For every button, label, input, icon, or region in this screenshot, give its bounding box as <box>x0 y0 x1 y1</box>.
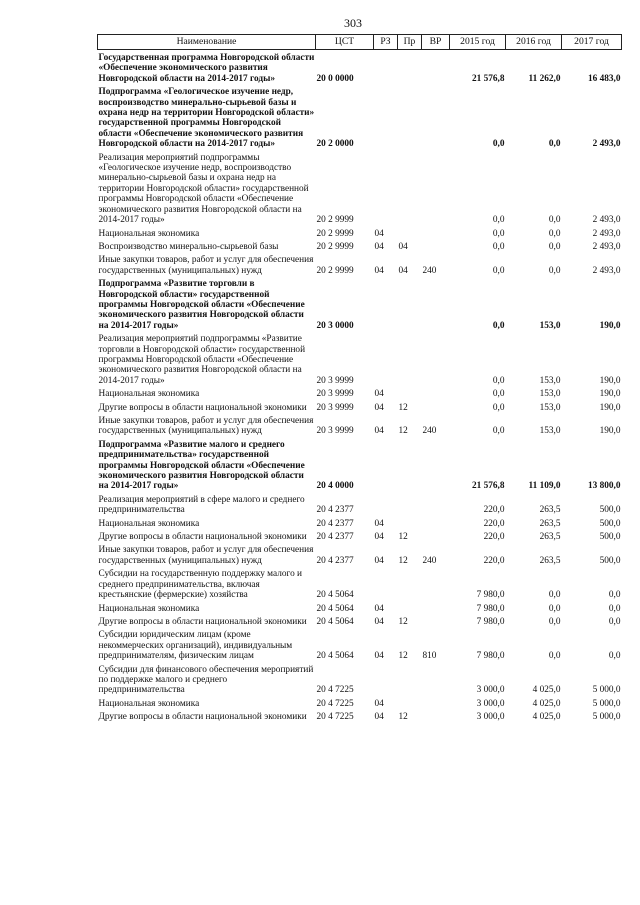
header-vr: ВР <box>422 35 450 50</box>
row-cst: 20 4 7225 <box>316 698 354 709</box>
row-rz: 04 <box>374 228 384 239</box>
row-value-2017: 0,0 <box>608 603 621 614</box>
table-row <box>98 614 622 627</box>
row-value-2016: 263,5 <box>539 555 561 566</box>
row-rz <box>374 437 398 492</box>
table-row <box>98 276 622 331</box>
row-name: Реализация мероприятий в сфере малого и среднего предпринимательства <box>98 494 305 516</box>
table-row <box>98 239 622 252</box>
row-pr <box>398 566 422 600</box>
row-value-2017: 5 000,0 <box>592 698 621 709</box>
row-rz <box>374 566 398 600</box>
row-rz: 04 <box>374 426 384 437</box>
row-vr <box>422 239 450 252</box>
row-value-2015: 0,0 <box>492 139 505 150</box>
row-rz: 04 <box>374 402 384 413</box>
row-cst: 20 4 5064 <box>316 616 354 627</box>
row-vr <box>422 709 450 722</box>
row-name: Иные закупки товаров, работ и услуг для обеспечения государственных (муниципальных) нужд <box>98 545 314 566</box>
row-name: Субсидии для финансового обеспечения мероприятий по поддержке малого и среднего предпринимательства <box>98 664 314 696</box>
table-row <box>98 400 622 413</box>
table-row <box>98 516 622 529</box>
table-row <box>98 566 622 600</box>
table-row <box>98 150 622 226</box>
row-vr <box>422 601 450 614</box>
row-value-2016: 4 025,0 <box>532 698 561 709</box>
row-cst: 20 3 9999 <box>316 402 354 413</box>
row-rz: 04 <box>374 616 384 627</box>
row-name: Государственная программа Новгородской области «Обеспечение экономического развития Новгородской области на 2014-2017 годы» <box>98 53 315 84</box>
row-vr <box>422 226 450 239</box>
row-value-2016: 0,0 <box>548 603 561 614</box>
row-cst: 20 4 7225 <box>316 712 354 723</box>
row-rz: 04 <box>374 241 384 252</box>
row-pr <box>398 437 422 492</box>
row-pr: 12 <box>398 402 408 413</box>
row-vr <box>422 516 450 529</box>
row-name: Другие вопросы в области национальной экономики <box>98 616 307 627</box>
row-vr <box>422 84 450 149</box>
table-row <box>98 226 622 239</box>
row-pr <box>398 150 422 226</box>
table-row <box>98 492 622 516</box>
row-name: Подпрограмма «Развитие малого и среднего предпринимательства» государственной программы Новгородской области «Обеспечение экономического развития Новгородской области на 2014-2017 годы» <box>98 439 305 492</box>
row-name: Иные закупки товаров, работ и услуг для обеспечения государственных (муниципальных) нужд <box>98 416 314 437</box>
row-cst: 20 4 0000 <box>316 481 354 492</box>
row-value-2016: 0,0 <box>548 616 561 627</box>
row-rz <box>374 276 398 331</box>
row-cst: 20 3 0000 <box>316 320 354 331</box>
row-cst: 20 4 2377 <box>316 532 354 543</box>
row-pr: 12 <box>398 532 408 543</box>
row-value-2016: 11 109,0 <box>528 481 561 492</box>
table-row <box>98 542 622 566</box>
row-value-2015: 7 980,0 <box>476 616 505 627</box>
row-cst: 20 4 2377 <box>316 505 354 516</box>
row-value-2015: 7 980,0 <box>476 651 505 662</box>
row-cst: 20 2 0000 <box>316 139 354 150</box>
row-value-2017: 5 000,0 <box>592 685 621 696</box>
table-row <box>98 413 622 437</box>
row-value-2016: 153,0 <box>539 320 561 331</box>
row-value-2015: 3 000,0 <box>476 685 505 696</box>
row-value-2016: 0,0 <box>548 590 561 601</box>
header-cst: ЦСТ <box>316 35 374 50</box>
row-value-2015: 220,0 <box>483 505 505 516</box>
row-value-2016: 263,5 <box>539 518 561 529</box>
row-name: Реализация мероприятий подпрограммы «Развитие торговли в Новгородской области» государственной программы Новгородской области «Обеспечение экономического развития Новгородской области на 2014-2017 годы» <box>98 334 306 386</box>
row-vr <box>422 331 450 386</box>
row-cst: 20 4 5064 <box>316 651 354 662</box>
row-rz <box>374 50 398 85</box>
row-vr <box>422 437 450 492</box>
row-rz: 04 <box>374 603 384 614</box>
header-2015: 2015 год <box>450 35 506 50</box>
row-value-2015: 0,0 <box>492 228 505 239</box>
row-pr: 12 <box>398 651 408 662</box>
row-rz: 04 <box>374 651 384 662</box>
row-value-2017: 13 800,0 <box>587 481 621 492</box>
row-value-2015: 3 000,0 <box>476 712 505 723</box>
row-value-2017: 190,0 <box>599 426 621 437</box>
row-pr: 04 <box>398 241 408 252</box>
row-name: Воспроизводство минерально-сырьевой базы <box>98 241 279 252</box>
row-value-2015: 7 980,0 <box>476 590 505 601</box>
row-name: Иные закупки товаров, работ и услуг для обеспечения государственных (муниципальных) нужд <box>98 255 314 276</box>
row-rz <box>374 331 398 386</box>
row-value-2017: 2 493,0 <box>592 241 621 252</box>
row-cst: 20 2 9999 <box>316 265 354 276</box>
budget-table <box>97 34 622 723</box>
row-value-2016: 0,0 <box>548 265 561 276</box>
row-vr <box>422 529 450 542</box>
row-pr: 12 <box>398 426 408 437</box>
row-cst: 20 4 2377 <box>316 518 354 529</box>
table-row <box>98 696 622 709</box>
table-row <box>98 386 622 399</box>
row-value-2015: 21 576,8 <box>471 73 505 84</box>
row-vr <box>422 150 450 226</box>
table-header <box>98 35 622 50</box>
row-vr: 240 <box>422 265 437 276</box>
row-pr: 12 <box>398 616 408 627</box>
row-value-2017: 2 493,0 <box>592 265 621 276</box>
row-name: Субсидии юридическим лицам (кроме некоммерческих организаций), индивидуальным предпринимателям, физическим лицам <box>98 630 293 662</box>
row-pr <box>398 276 422 331</box>
row-name: Национальная экономика <box>98 698 200 709</box>
row-vr <box>422 566 450 600</box>
row-value-2015: 7 980,0 <box>476 603 505 614</box>
row-value-2016: 4 025,0 <box>532 685 561 696</box>
row-vr <box>422 662 450 696</box>
row-value-2016: 263,5 <box>539 505 561 516</box>
row-rz: 04 <box>374 698 384 709</box>
row-value-2017: 500,0 <box>599 505 621 516</box>
row-rz: 04 <box>374 555 384 566</box>
row-value-2017: 190,0 <box>599 375 621 386</box>
table-row <box>98 627 622 661</box>
table-body <box>98 50 622 723</box>
row-pr <box>398 84 422 149</box>
row-value-2015: 0,0 <box>492 402 505 413</box>
row-value-2017: 2 493,0 <box>592 228 621 239</box>
row-rz <box>374 492 398 516</box>
row-value-2017: 2 493,0 <box>592 139 621 150</box>
row-name: Национальная экономика <box>98 518 200 529</box>
header-rz: РЗ <box>374 35 398 50</box>
table-row <box>98 529 622 542</box>
row-value-2015: 0,0 <box>492 389 505 400</box>
row-value-2016: 0,0 <box>548 241 561 252</box>
row-value-2016: 153,0 <box>539 375 561 386</box>
row-rz: 04 <box>374 265 384 276</box>
row-value-2015: 0,0 <box>492 426 505 437</box>
table-row <box>98 662 622 696</box>
row-value-2016: 0,0 <box>548 139 561 150</box>
row-value-2017: 0,0 <box>608 590 621 601</box>
row-name: Национальная экономика <box>98 603 200 614</box>
row-name: Национальная экономика <box>98 389 200 400</box>
row-vr <box>422 492 450 516</box>
row-rz: 04 <box>374 712 384 723</box>
row-vr <box>422 50 450 85</box>
header-pr: Пр <box>398 35 422 50</box>
row-value-2016: 0,0 <box>548 651 561 662</box>
row-name: Реализация мероприятий подпрограммы «Геологическое изучение недр, воспроизводство минерально-сырьевой базы и охрана недр на территории Новгородской области» государственной программы Новгородской области «Обеспечение экономического развития Новгородской области на 2014-2017 годы» <box>98 152 309 226</box>
row-pr <box>398 696 422 709</box>
table-row <box>98 252 622 276</box>
row-rz <box>374 84 398 149</box>
row-name: Национальная экономика <box>98 228 200 239</box>
row-value-2016: 153,0 <box>539 389 561 400</box>
row-name: Подпрограмма «Развитие торговли в Новгородской области» государственной программы Новгородской области «Обеспечение экономического развития Новгородской области на 2014-2017 годы» <box>98 279 305 331</box>
row-value-2016: 263,5 <box>539 532 561 543</box>
row-rz: 04 <box>374 518 384 529</box>
row-value-2016: 153,0 <box>539 426 561 437</box>
row-value-2016: 0,0 <box>548 215 561 226</box>
row-rz: 04 <box>374 532 384 543</box>
row-pr <box>398 601 422 614</box>
row-value-2017: 500,0 <box>599 518 621 529</box>
row-pr: 12 <box>398 555 408 566</box>
row-value-2015: 0,0 <box>492 320 505 331</box>
row-value-2016: 0,0 <box>548 228 561 239</box>
table-row <box>98 601 622 614</box>
row-value-2015: 0,0 <box>492 241 505 252</box>
row-pr <box>398 492 422 516</box>
table-row <box>98 437 622 492</box>
row-cst: 20 2 9999 <box>316 241 354 252</box>
row-cst: 20 4 7225 <box>316 685 354 696</box>
row-value-2017: 0,0 <box>608 651 621 662</box>
row-rz: 04 <box>374 389 384 400</box>
row-value-2016: 11 262,0 <box>528 73 561 84</box>
table-row <box>98 709 622 722</box>
row-value-2016: 4 025,0 <box>532 712 561 723</box>
row-cst: 20 2 9999 <box>316 215 354 226</box>
row-value-2015: 220,0 <box>483 555 505 566</box>
row-vr <box>422 386 450 399</box>
row-pr <box>398 516 422 529</box>
row-value-2017: 500,0 <box>599 555 621 566</box>
row-vr <box>422 276 450 331</box>
header-2016: 2016 год <box>506 35 562 50</box>
row-pr <box>398 226 422 239</box>
row-name: Субсидии на государственную поддержку малого и среднего предпринимательства, включая крестьянские (фермерские) хозяйства <box>98 569 303 601</box>
row-value-2017: 190,0 <box>599 402 621 413</box>
row-vr: 810 <box>422 651 437 662</box>
row-vr <box>422 400 450 413</box>
row-value-2017: 500,0 <box>599 532 621 543</box>
row-name: Другие вопросы в области национальной экономики <box>98 532 307 543</box>
row-value-2015: 21 576,8 <box>471 481 505 492</box>
row-pr <box>398 386 422 399</box>
row-value-2015: 3 000,0 <box>476 698 505 709</box>
row-value-2016: 153,0 <box>539 402 561 413</box>
header-name: Наименование <box>98 35 316 50</box>
row-cst: 20 3 9999 <box>316 426 354 437</box>
row-rz <box>374 150 398 226</box>
row-value-2017: 0,0 <box>608 616 621 627</box>
row-rz <box>374 662 398 696</box>
row-cst: 20 3 9999 <box>316 389 354 400</box>
row-name: Подпрограмма «Геологическое изучение недр, воспроизводство минерально-сырьевой базы и охрана недр на территории Новгородской области» государственной программы Новгородской области «Обеспечение экономического развития Новгородской области на 2014-2017 годы» <box>98 87 315 150</box>
row-pr <box>398 662 422 696</box>
row-cst: 20 0 0000 <box>316 73 354 84</box>
table-row <box>98 331 622 386</box>
table-row <box>98 84 622 149</box>
row-pr: 04 <box>398 265 408 276</box>
row-value-2015: 220,0 <box>483 532 505 543</box>
row-cst: 20 3 9999 <box>316 375 354 386</box>
page-number: 303 <box>344 16 362 30</box>
table-row <box>98 50 622 85</box>
row-value-2017: 5 000,0 <box>592 712 621 723</box>
row-vr <box>422 696 450 709</box>
row-value-2015: 0,0 <box>492 375 505 386</box>
row-value-2015: 0,0 <box>492 215 505 226</box>
row-name: Другие вопросы в области национальной экономики <box>98 712 307 723</box>
row-value-2017: 16 483,0 <box>587 73 621 84</box>
row-value-2015: 0,0 <box>492 265 505 276</box>
header-2017: 2017 год <box>562 35 622 50</box>
row-cst: 20 4 5064 <box>316 603 354 614</box>
row-value-2015: 220,0 <box>483 518 505 529</box>
row-pr <box>398 331 422 386</box>
row-cst: 20 4 2377 <box>316 555 354 566</box>
row-value-2017: 190,0 <box>599 389 621 400</box>
row-vr: 240 <box>422 426 437 437</box>
row-vr <box>422 614 450 627</box>
row-value-2017: 2 493,0 <box>592 215 621 226</box>
row-name: Другие вопросы в области национальной экономики <box>98 402 307 413</box>
row-cst: 20 4 5064 <box>316 590 354 601</box>
row-vr: 240 <box>422 555 437 566</box>
row-pr: 12 <box>398 712 408 723</box>
row-value-2017: 190,0 <box>599 320 621 331</box>
row-cst: 20 2 9999 <box>316 228 354 239</box>
row-pr <box>398 50 422 85</box>
